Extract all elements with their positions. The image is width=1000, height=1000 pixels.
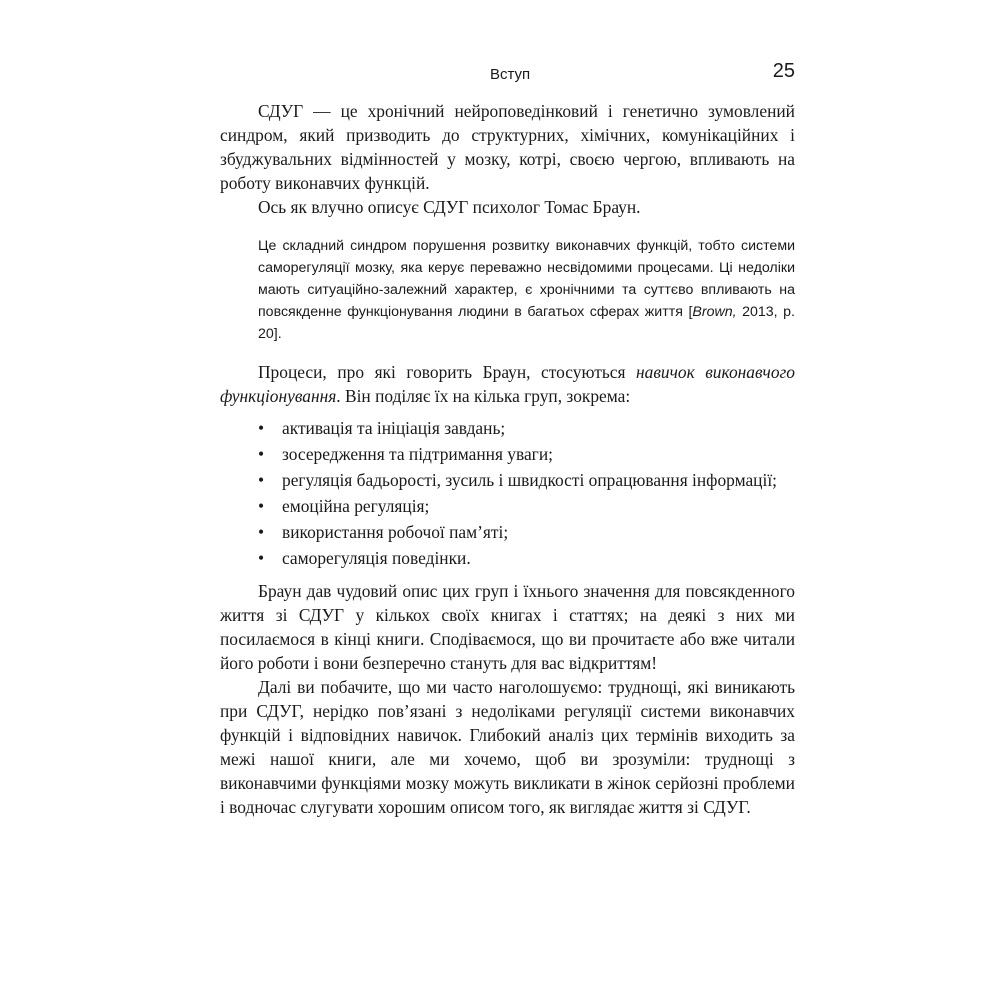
list-item	[258, 442, 795, 466]
list-item-text: використання робочої пам’яті;	[282, 522, 509, 542]
paragraph-3-after: . Він поділяє їх на кілька груп, зокрема:	[336, 386, 631, 406]
list-item	[258, 468, 795, 492]
page-header	[220, 60, 795, 90]
bullet-icon: •	[258, 418, 265, 438]
paragraph-3-before: Процеси, про які говорить Браун, стосуються	[258, 362, 637, 382]
list-item-text: активація та ініціація завдань;	[282, 418, 506, 438]
executive-skills-list	[220, 416, 795, 570]
bullet-icon: •	[258, 496, 265, 516]
paragraph-3	[220, 360, 795, 408]
paragraph-4: Браун дав чудовий опис цих груп і їхнього значення для повсякденного життя зі СДУГ у кількох своїх книгах і статтях; на деякі з них ми посилаємося в кінці книги. Сподіваємося, що ви прочитаєте або вже читали його роботи і вони безперечно стануть для вас відкриттям!	[220, 581, 795, 673]
list-item	[258, 494, 795, 518]
quote-citation-rest: 2013, p. 20].	[258, 304, 795, 342]
list-item	[258, 546, 795, 570]
paragraph-2: Ось як влучно описує СДУГ психолог Томас Браун.	[258, 197, 641, 217]
block-quote	[220, 235, 795, 345]
quote-citation-author: Brown,	[692, 304, 737, 320]
list-item-text: саморегуляція поведінки.	[282, 548, 471, 568]
page-number: 25	[772, 60, 795, 82]
list-item	[258, 416, 795, 440]
paragraph-5: Далі ви побачите, що ми часто наголошуємо: труднощі, які виникають при СДУГ, нерідко пов’язані з недоліками регуляції системи виконавчих функцій і відповідних навичок. Глибокий аналіз цих термінів виходить за межі нашої книги, але ми хочемо, щоб ви зрозуміли: труднощі з виконавчими функціями мозку можуть викликати в жінок серйозні проблеми і водночас слугувати хорошим описом того, як виглядає життя зі СДУГ.	[220, 677, 795, 817]
body-text	[220, 99, 795, 819]
bullet-icon: •	[258, 548, 265, 568]
list-item-text: регуляція бадьорості, зусиль і швидкості опрацювання інформації;	[282, 470, 777, 490]
bullet-icon: •	[258, 444, 265, 464]
bullet-icon: •	[258, 470, 265, 490]
list-item	[258, 520, 795, 544]
quote-text: Це складний синдром порушення розвитку виконавчих функцій, тобто системи саморегуляції мозку, яка керує переважно несвідомими процесами. Ці недоліки мають ситуаційно-залежний характер, є хронічними та суттєво впливають на повсякденне функціонування людини в багатьох сферах життя [	[258, 238, 795, 320]
paragraph-1: СДУГ — це хронічний нейроповедінковий і генетично зумовлений синдром, який призводить до структурних, хімічних, комунікаційних і збуджувальних відмінностей у мозку, котрі, своєю чергою, впливають на роботу виконавчих функцій.	[220, 101, 795, 193]
running-head: Вступ	[490, 66, 531, 83]
list-item-text: емоційна регуляція;	[282, 496, 430, 516]
paragraph-3-italic: навичок виконавчого функціонування	[220, 362, 796, 406]
bullet-icon: •	[258, 522, 265, 542]
list-item-text: зосередження та підтримання уваги;	[282, 444, 553, 464]
